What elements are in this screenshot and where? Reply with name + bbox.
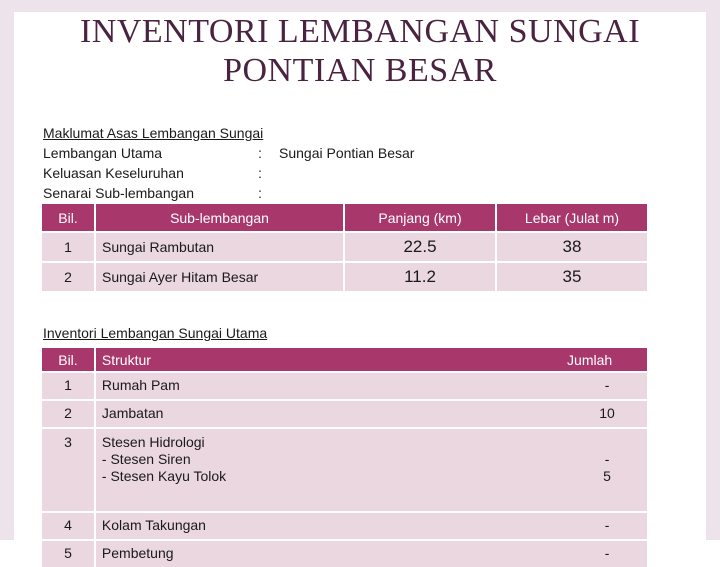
info-colon: :: [258, 185, 262, 201]
cell-no: 2: [42, 400, 95, 428]
cell-filler: [342, 428, 568, 512]
info-label: Lembangan Utama: [43, 145, 163, 161]
structure-line: - Stesen Siren: [101, 451, 191, 467]
cell-amount: -: [567, 372, 647, 400]
cell-structure: Jambatan: [95, 400, 342, 428]
cell-structure: Rumah Pam: [95, 372, 342, 400]
cell-structure: [95, 428, 342, 512]
header-amount: Jumlah: [567, 348, 647, 372]
cell-no: 1: [42, 372, 95, 400]
table-header-row: [42, 204, 647, 232]
info-label: Senarai Sub-lembangan: [43, 185, 194, 201]
cell-length: 11.2: [344, 262, 496, 291]
table-row: [42, 540, 647, 567]
table-row: [42, 428, 647, 512]
header-filler: [342, 348, 568, 372]
table-row: [42, 232, 647, 262]
header-structure: Struktur: [95, 348, 342, 372]
header-width: Lebar (Julat m): [496, 204, 647, 232]
title-line-1: INVENTORI LEMBANGAN SUNGAI: [79, 13, 641, 50]
cell-length: 22.5: [344, 232, 496, 262]
page-title: [0, 12, 720, 90]
cell-structure: Kolam Takungan: [95, 512, 342, 540]
info-row-total-area: [43, 163, 263, 183]
table-row: [42, 400, 647, 428]
cell-filler: [342, 512, 568, 540]
structure-line: - Stesen Kayu Tolok: [101, 468, 227, 484]
amount-line: -: [604, 451, 610, 467]
cell-width: 35: [496, 262, 647, 291]
cell-amount: -: [567, 512, 647, 540]
header-sub-basin: Sub-lembangan: [95, 204, 344, 232]
info-colon: :: [258, 165, 262, 181]
basin-info-heading: Maklumat Asas Lembangan Sungai: [43, 125, 264, 141]
cell-filler: [342, 372, 568, 400]
sub-basin-table: [42, 204, 647, 291]
info-row-sub-basins: [43, 183, 263, 203]
structure-line: Stesen Hidrologi: [101, 434, 205, 450]
cell-sub-basin: Sungai Ayer Hitam Besar: [95, 262, 344, 291]
cell-no: 4: [42, 512, 95, 540]
cell-structure: Pembetung: [95, 540, 342, 567]
cell-no: 1: [42, 232, 95, 262]
info-row-main-basin: [43, 143, 415, 163]
header-no: Bil.: [42, 204, 95, 232]
amount-line: 5: [603, 468, 611, 484]
table-row: [42, 512, 647, 540]
info-label: Keluasan Keseluruhan: [43, 165, 184, 181]
cell-filler: [342, 400, 568, 428]
basin-info: [43, 123, 415, 203]
cell-no: 3: [42, 428, 95, 512]
cell-sub-basin: Sungai Rambutan: [95, 232, 344, 262]
cell-no: 2: [42, 262, 95, 291]
structure-table: [42, 348, 647, 567]
structure-section-heading: Inventori Lembangan Sungai Utama: [43, 325, 268, 341]
info-colon: :: [258, 145, 262, 161]
cell-amount: -: [567, 540, 647, 567]
cell-amount: [567, 428, 647, 512]
title-line-2: PONTIAN BESAR: [223, 52, 497, 89]
cell-amount: 10: [567, 400, 647, 428]
header-length: Panjang (km): [344, 204, 496, 232]
table-row: [42, 372, 647, 400]
table-row: [42, 262, 647, 291]
info-value: Sungai Pontian Besar: [279, 145, 415, 161]
cell-filler: [342, 540, 568, 567]
table-header-row: [42, 348, 647, 372]
header-no: Bil.: [42, 348, 95, 372]
cell-width: 38: [496, 232, 647, 262]
cell-no: 5: [42, 540, 95, 567]
